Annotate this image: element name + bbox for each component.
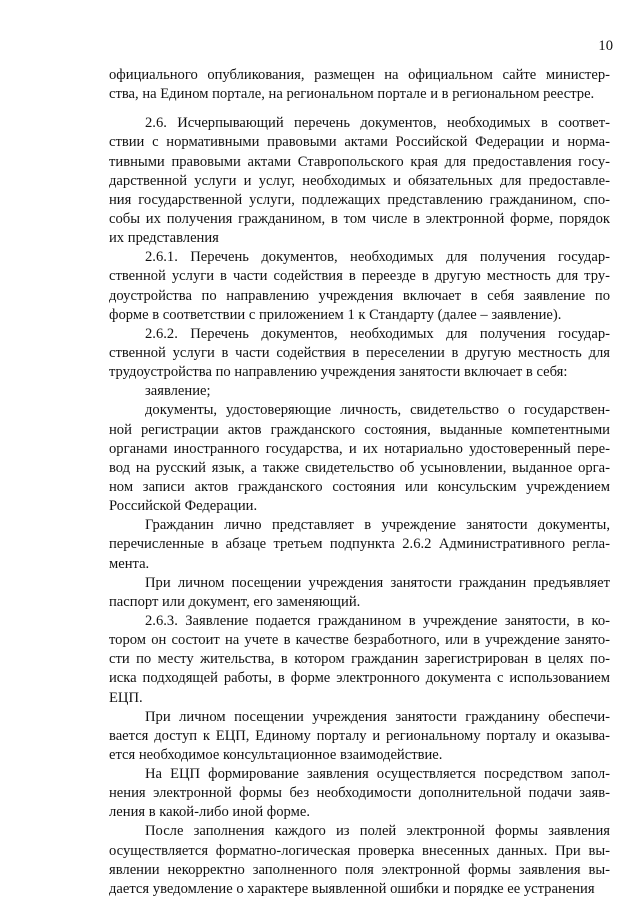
text-line: Гражданин лично представляет в учреждение занятости документы, [145,517,610,534]
text-line: их представления [109,230,219,247]
text-line: На ЕЦП формирование заявления осуществляется посредством запол- [145,766,610,783]
text-line: После заполнения каждого из полей электронной формы заявления [145,823,610,840]
paragraph [109,708,610,765]
text-line: вается доступ к ЕЦП, Единому порталу и региональному порталу и оказыва- [109,727,610,744]
text-line: ственной услуги в части содействия в переезде в другую местность для тру- [109,268,610,285]
text-line: перечисленные в абзаце третьем подпункта 2.6.2 Административного регла- [109,536,610,553]
text-line: явлении некорректно заполненного поля электронной формы заявления вы- [109,861,610,878]
text-line: ния государственной услуги, подлежащих представлению гражданином, спо- [109,191,610,208]
text-line: мента. [109,555,150,572]
text-line: дарственной услуги и услуг, необходимых и обязательных для предоставле- [109,172,610,189]
text-line: доустройства по направлению учреждения включает в себя заявление по [109,287,610,304]
text-line: осуществляется форматно-логическая проверка внесенных данных. При вы- [109,842,610,859]
paragraph [109,248,610,325]
paragraph [109,612,610,708]
text-line: ется необходимое консультационное взаимодействие. [109,746,443,763]
text-line: ном записи актов гражданского состояния или консульским учреждением [109,478,610,495]
paragraph [109,765,610,822]
text-line: трудоустройства по направлению учреждения занятости включает в себя: [109,364,568,381]
text-line: При личном посещении учреждения занятости гражданину обеспечи- [145,708,610,725]
paragraph [109,516,610,573]
text-line: ства, на Едином портале, на региональном портале и в региональном реестре. [109,86,595,103]
paragraph [109,822,610,899]
text-line: ствии с нормативными правовыми актами Российской Федерации и норма- [109,134,610,151]
text-line: нения электронной формы без необходимости дополнительной подачи заяв- [109,785,610,802]
text-line: сти по месту жительства, в котором гражданин зарегистрирован в целях по- [109,651,610,668]
paragraph [109,401,610,516]
text-line: документы, удостоверяющие личность, свидетельство о государствен- [145,402,610,419]
text-line: тором он состоит на учете в качестве безработного, или в учреждение занято- [109,632,610,649]
paragraph [109,66,610,104]
text-line: 2.6.2. Перечень документов, необходимых для получения государ- [145,325,610,342]
text-line: вод на русский язык, а также свидетельство об усыновлении, выданное орга- [109,459,610,476]
paragraph [109,114,610,248]
text-line: официального опубликования, размещен на официальном сайте министер- [109,67,610,83]
text-line: заявление; [145,383,211,400]
text-line: 2.6.1. Перечень документов, необходимых для получения государ- [145,249,610,266]
text-line: тивными правовыми актами Ставропольского края для предоставления госу- [109,153,610,170]
text-line: ЕЦП. [109,689,143,706]
text-line: Российской Федерации. [109,498,258,515]
text-line: органами иностранного государства, и их нотариально удостоверенный пере- [109,440,610,457]
text-line: ной регистрации актов гражданского состояния, выданные компетентными [109,421,610,438]
paragraph [109,325,610,382]
document-body [109,66,610,899]
text-line: собы их получения гражданином, в том числе в электронной форме, порядок [109,210,610,227]
text-line: дается уведомление о характере выявленной ошибки и порядке ее устранения [109,880,595,897]
text-line: ления в какой-либо иной форме. [109,804,310,821]
text-line: При личном посещении учреждения занятости гражданин предъявляет [145,574,610,591]
text-line: паспорт или документ, его заменяющий. [109,593,361,610]
paragraph [109,574,610,612]
text-line: ственной услуги в части содействия в переселении в другую местность для [109,344,610,361]
paragraph [109,382,610,401]
text-line: форме в соответствии с приложением 1 к Стандарту (далее – заявление). [109,306,562,323]
text-line: иска подходящей работы, в форме электронного документа с использованием [109,670,610,687]
page-number: 10 [598,38,613,54]
text-line: 2.6. Исчерпывающий перечень документов, необходимых в соответ- [145,115,610,132]
text-line: 2.6.3. Заявление подается гражданином в учреждение занятости, в ко- [145,612,610,629]
